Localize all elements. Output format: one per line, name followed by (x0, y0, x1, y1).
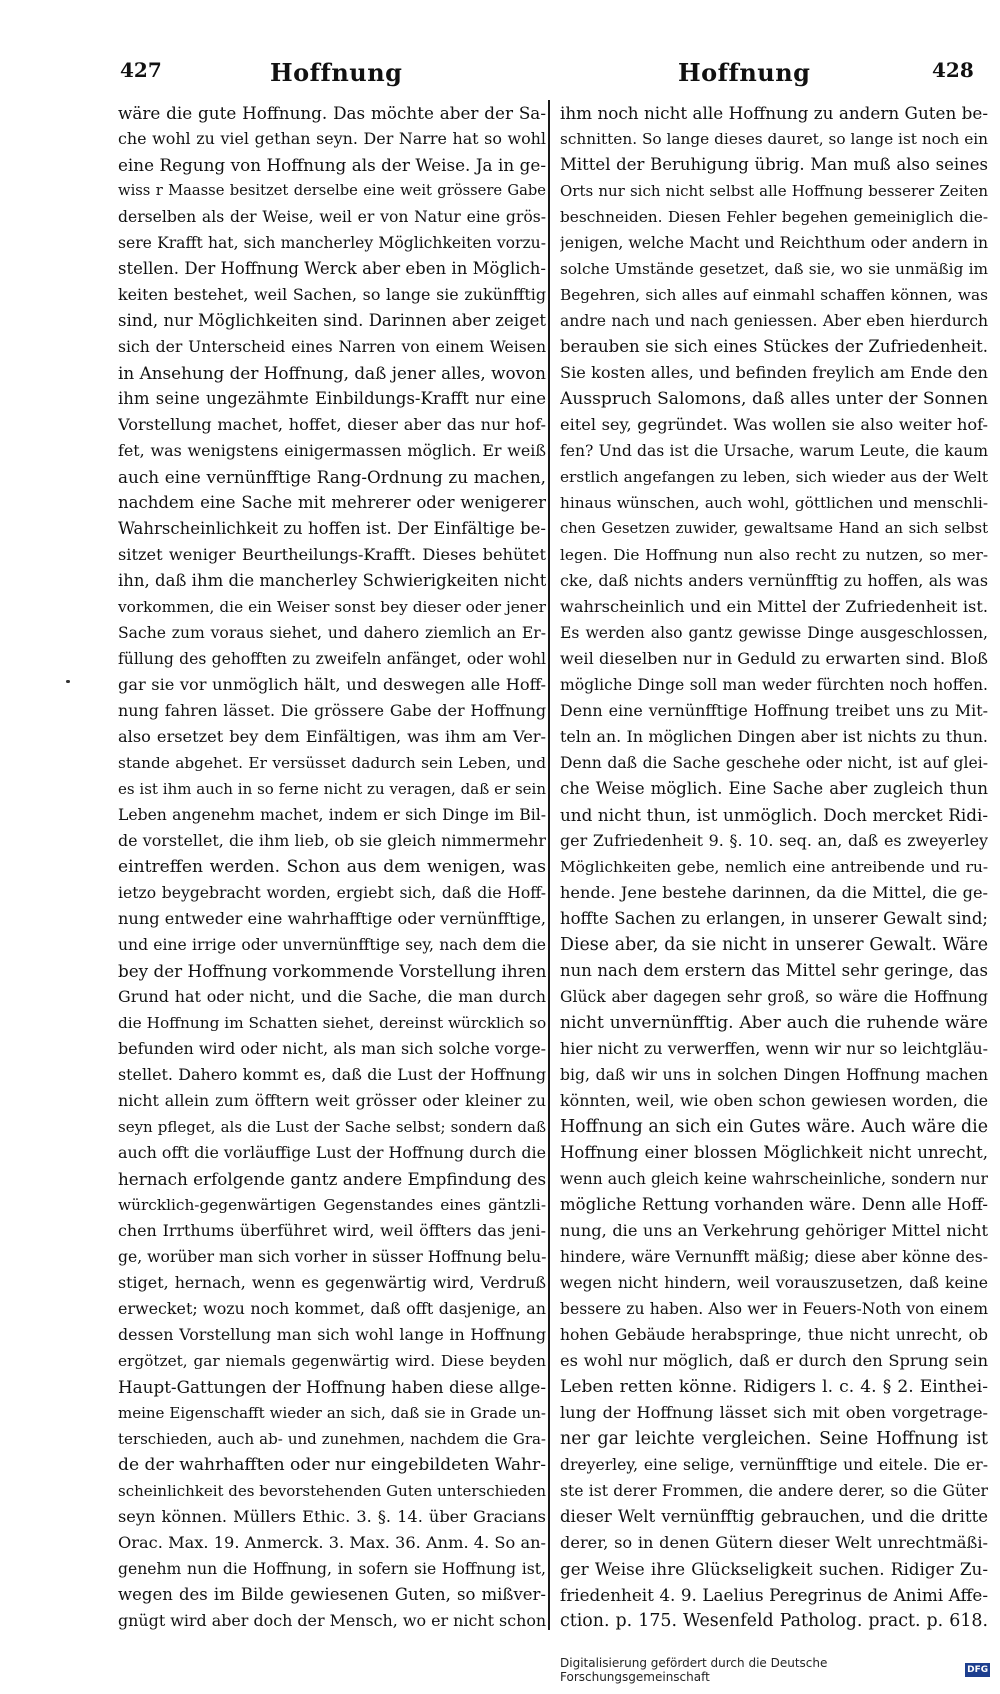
right-text-column (560, 100, 988, 1632)
text-line: ction. p. 175. Wesenfeld Patholog. pract. p. 618. (560, 1611, 988, 1631)
dfg-logo-icon: DFG (967, 1665, 989, 1675)
text-line: de vorstellet, die ihm lieb, ob sie gleich nimmermehr (118, 831, 546, 850)
text-line: ger Zufriedenheit 9. §. 10. seq. an, daß es zweyerley (560, 831, 988, 850)
text-line: terschieden, auch ab- und zunehmen, nachdem die Gra- (118, 1430, 546, 1448)
text-line: Vorstellung machet, hoffet, dieser aber das nur hof- (118, 415, 546, 434)
text-line: sere Krafft hat, sich mancherley Möglichkeiten vorzu- (118, 234, 546, 252)
text-line: che wohl zu viel gethan seyn. Der Narre hat so wohl (118, 129, 546, 148)
text-line: es wohl nur möglich, daß er durch den Sprung sein (560, 1351, 988, 1370)
text-line: cke, daß nichts anders vernünfftig zu hoffen, als was (560, 571, 988, 590)
text-line: scheinlichkeit des bevorstehenden Guten unterschieden (118, 1482, 546, 1500)
text-line: Diese aber, da sie nicht in unserer Gewalt. Wäre (560, 935, 988, 955)
text-line: stellet. Dahero kommt es, daß die Lust der Hoffnung (118, 1065, 546, 1084)
text-line: und nicht thun, ist unmöglich. Doch mercket Ridi- (560, 805, 988, 825)
text-line: dieser Welt vernünfftig gebrauchen, und die dritte (560, 1507, 988, 1526)
text-line: beschneiden. Diesen Fehler begehen gemeiniglich die- (560, 208, 988, 226)
text-line: nicht unvernünfftig. Aber auch die ruhende wäre (560, 1013, 988, 1033)
text-line: sind, nur Möglichkeiten sind. Darinnen aber zeiget (118, 311, 546, 330)
text-line: erwecket; wozu noch kommet, daß offt dasjenige, an (118, 1299, 546, 1318)
text-line: eine Regung von Hoffnung als der Weise. Ja in ge- (118, 155, 546, 175)
text-line: also ersetzet bey dem Einfältigen, was ihm am Ver- (118, 727, 546, 746)
text-line: wahrscheinlich und ein Mittel der Zufriedenheit ist. (560, 597, 988, 616)
text-line: Möglichkeiten gebe, nemlich eine antreibende und ru- (560, 858, 988, 876)
text-line: sitzet weniger Beurtheilungs-Krafft. Dieses behütet (118, 545, 546, 564)
text-line: jenigen, welche Macht und Reichthum oder andern in (560, 234, 988, 252)
text-line: wiss r Maasse besitzet derselbe eine weit grössere Gabe (118, 182, 546, 199)
text-line: Ausspruch Salomons, daß alles unter der Sonnen (560, 389, 988, 409)
text-line: ge, worüber man sich vorher in süsser Hoffnung belu- (118, 1248, 546, 1266)
text-line: Denn daß die Sache geschehe oder nicht, ist auf glei- (560, 754, 988, 772)
column-divider (548, 100, 550, 1630)
text-line: derselben als der Weise, weil er von Natur eine grös- (118, 208, 546, 226)
text-line: stiget, hernach, wenn es gegenwärtig wird, Verdruß (118, 1273, 546, 1292)
text-line: vorkommen, die ein Weiser sonst bey dieser oder jener (118, 598, 546, 616)
text-line: mögliche Dinge soll man weder fürchten noch hoffen. (560, 676, 988, 694)
text-line: Glück aber dagegen sehr groß, so wäre die Hoffnung (560, 988, 988, 1006)
text-line: Haupt-Gattungen der Hoffnung haben diese allge- (118, 1377, 546, 1397)
text-line: che Weise möglich. Eine Sache aber zugleich thun (560, 779, 988, 798)
text-line: Hoffnung einer blossen Möglichkeit nicht unrecht, (560, 1143, 988, 1162)
text-line: auch eine vernünfftige Rang-Ordnung zu machen, (118, 467, 546, 487)
text-line: hinaus wünschen, auch wohl, göttlichen und menschli- (560, 494, 988, 512)
text-line: Orac. Max. 19. Anmerck. 3. Max. 36. Anm. 4. So an- (118, 1533, 546, 1552)
text-line: chen Gesetzen zuwider, gewaltsame Hand an sich selbst (560, 520, 988, 537)
text-line: dessen Vorstellung man sich wohl lange in Hoffnung (118, 1325, 546, 1344)
left-running-head: Hoffnung (270, 58, 403, 87)
text-line: weil dieselben nur in Geduld zu erwarten sind. Bloß (560, 649, 988, 668)
text-line: dreyerley, eine selige, vernünfftige und eitele. Die er- (560, 1456, 988, 1474)
text-line: hier nicht zu verwerffen, wenn wir nur so leichtgläu- (560, 1039, 988, 1058)
text-line: nicht allein zum öfftern weit grösser oder kleiner zu (118, 1091, 546, 1110)
text-line: seyn pfleget, als die Lust der Sache selbst; sondern daß (118, 1118, 546, 1136)
text-line: die Hoffnung im Schatten siehet, dereinst würcklich so (118, 1014, 546, 1032)
digitization-footer (560, 1656, 990, 1684)
text-line: füllung des gehofften zu zweifeln anfänget, oder wohl (118, 650, 546, 668)
text-line: und eine irrige oder unvernünfftige sey, nach dem die (118, 936, 546, 954)
text-line: andre nach und nach geniessen. Aber eben hierdurch (560, 312, 988, 330)
page-header (120, 58, 980, 98)
text-line: wäre die gute Hoffnung. Das möchte aber der Sa- (118, 103, 546, 123)
text-line: ietzo beygebracht worden, ergiebt sich, daß die Hoff- (118, 884, 546, 902)
text-line: hindere, wäre Vernunfft mäßig; diese aber könne des- (560, 1248, 988, 1266)
text-line: Hoffnung an sich ein Gutes wäre. Auch wäre die (560, 1117, 988, 1137)
left-text-column (118, 100, 546, 1632)
text-line: Wahrscheinlichkeit zu hoffen ist. Der Einfältige be- (118, 519, 546, 538)
text-line: erstlich angefangen zu leben, sich wieder aus der Welt (560, 468, 988, 486)
text-line: Mittel der Beruhigung übrig. Man muß also seines (560, 155, 988, 174)
text-line: ger Weise ihre Glückseligkeit suchen. Ridiger Zu- (560, 1559, 988, 1579)
text-line: gar sie vor unmöglich hält, und deswegen alle Hoff- (118, 675, 546, 694)
text-line: nung, die uns an Verkehrung gehöriger Mittel nicht (560, 1221, 988, 1240)
text-line: hende. Jene bestehe darinnen, da die Mittel, die ge- (560, 883, 988, 902)
text-line: stellen. Der Hoffnung Werck aber eben in Möglich- (118, 259, 546, 278)
text-line: Es werden also gantz gewisse Dinge ausgeschlossen, (560, 624, 988, 642)
text-line: Sie kosten alles, und befinden freylich am Ende den (560, 363, 988, 382)
print-speck (66, 680, 70, 683)
text-line: könnten, weil, wie oben schon gewiesen worden, die (560, 1091, 988, 1110)
right-page-number: 428 (932, 58, 974, 82)
right-running-head: Hoffnung (678, 58, 811, 87)
text-line: gnügt wird aber doch der Mensch, wo er nicht schon (118, 1611, 546, 1630)
text-line: Begehren, sich alles auf einmahl schaffen können, was (560, 286, 988, 304)
text-line: in Ansehung der Hoffnung, daß jener alles, wovon (118, 363, 546, 383)
text-line: wegen nicht hindern, weil vorauszusetzen, daß keine (560, 1274, 988, 1292)
text-line: sich der Unterscheid eines Narren von einem Weisen (118, 338, 546, 356)
text-line: Sache zum voraus siehet, und dahero ziemlich an Er- (118, 624, 546, 642)
text-line: schnitten. So lange dieses dauret, so lange ist noch ein (560, 130, 988, 148)
text-line: wenn auch gleich keine wahrscheinliche, sondern nur (560, 1170, 988, 1188)
text-line: de der wahrhafften oder nur eingebildeten Wahr- (118, 1455, 546, 1475)
text-line: wegen des im Bilde gewiesenen Guten, so mißver- (118, 1585, 546, 1604)
text-line: eitel sey, gegründet. Was wollen sie also weiter hof- (560, 415, 988, 434)
text-line: lung der Hoffnung lässet sich mit oben vorgetrage- (560, 1403, 988, 1422)
text-line: Denn eine vernünfftige Hoffnung treibet uns zu Mit- (560, 701, 988, 720)
text-line: es ist ihm auch in so ferne nicht zu veragen, daß er sein (118, 780, 546, 798)
text-line: nun nach dem erstern das Mittel sehr geringe, das (560, 961, 988, 980)
text-line: hohen Gebäude herabspringe, thue nicht unrecht, ob (560, 1326, 988, 1344)
text-line: derer, so in denen Gütern dieser Welt unrechtmäßi- (560, 1533, 988, 1552)
text-line: würcklich-gegenwärtigen Gegenstandes eines gäntzli- (118, 1196, 546, 1214)
text-line: keiten bestehet, weil Sachen, so lange sie zukünfftig (118, 285, 546, 304)
text-line: fet, was wenigstens einigermassen möglich. Er weiß (118, 441, 546, 460)
text-line: auch offt die vorläuffige Lust der Hoffnung durch die (118, 1143, 546, 1162)
text-line: ner gar leichte vergleichen. Seine Hoffnung ist (560, 1429, 988, 1449)
text-line: big, daß wir uns in solchen Dingen Hoffnung machen (560, 1066, 988, 1084)
text-line: bey der Hoffnung vorkommende Vorstellung ihren (118, 961, 546, 981)
left-page-number: 427 (120, 58, 162, 82)
text-line: friedenheit 4. 9. Laelius Peregrinus de Animi Affe- (560, 1585, 988, 1605)
text-line: ihn, daß ihm die mancherley Schwierigkeiten nicht (118, 571, 546, 590)
text-line: fen? Und das ist die Ursache, warum Leute, die kaum (560, 442, 988, 460)
text-line: nachdem eine Sache mit mehrerer oder wenigerer (118, 493, 546, 512)
text-line: Orts nur sich nicht selbst alle Hoffnung besserer Zeiten (560, 182, 988, 200)
text-line: Grund hat oder nicht, und die Sache, die man durch (118, 987, 546, 1006)
text-line: bessere zu haben. Also wer in Feuers-Noth von einem (560, 1300, 988, 1318)
text-line: ihm seine ungezähmte Einbildungs-Krafft nur eine (118, 389, 546, 408)
text-line: meine Eigenschafft wieder an sich, daß sie in Grade un- (118, 1404, 546, 1422)
text-line: legen. Die Hoffnung nun also recht zu nutzen, so mer- (560, 546, 988, 564)
text-line: Leben angenehm machet, indem er sich Dinge im Bil- (118, 806, 546, 824)
text-line: genehm nun die Hoffnung, in sofern sie Hoffnung ist, (118, 1560, 546, 1578)
text-line: seyn können. Müllers Ethic. 3. §. 14. über Gracians (118, 1507, 546, 1526)
text-line: berauben sie sich eines Stückes der Zufriedenheit. (560, 337, 988, 356)
text-line: ergötzet, gar niemals gegenwärtig wird. Diese beyden (118, 1352, 546, 1370)
text-line: teln an. In möglichen Dingen aber ist nichts zu thun. (560, 727, 988, 746)
text-line: hoffte Sachen zu erlangen, in unserer Gewalt sind; (560, 909, 988, 928)
text-line: solche Umstände gesetzet, daß sie, wo sie unmäßig im (560, 260, 988, 278)
funding-note: Digitalisierung gefördert durch die Deutsche Forschungsgemeinschaft (560, 1656, 828, 1684)
text-line: hernach erfolgende gantz andere Empfindung des (118, 1169, 546, 1189)
text-line: mögliche Rettung vorhanden wäre. Denn alle Hoff- (560, 1195, 988, 1214)
text-line: eintreffen werden. Schon aus dem wenigen, was (118, 857, 546, 877)
text-line: chen Irrthums überführet wird, weil öffters das jeni- (118, 1221, 546, 1240)
text-line: ihm noch nicht alle Hoffnung zu andern Guten be- (560, 103, 988, 123)
text-line: nung entweder eine wahrhafftige oder vernünfftige, (118, 909, 546, 928)
text-line: befunden wird oder nicht, als man sich solche vorge- (118, 1039, 546, 1058)
text-line: stande abgehet. Er versüsset dadurch sein Leben, und (118, 754, 546, 772)
text-line: ste ist derer Frommen, die andere derer, so die Güter (560, 1482, 988, 1500)
text-line: Leben retten könne. Ridigers l. c. 4. § 2. Einthei- (560, 1377, 988, 1397)
text-line: nung fahren lässet. Die grössere Gabe der Hoffnung (118, 701, 546, 720)
